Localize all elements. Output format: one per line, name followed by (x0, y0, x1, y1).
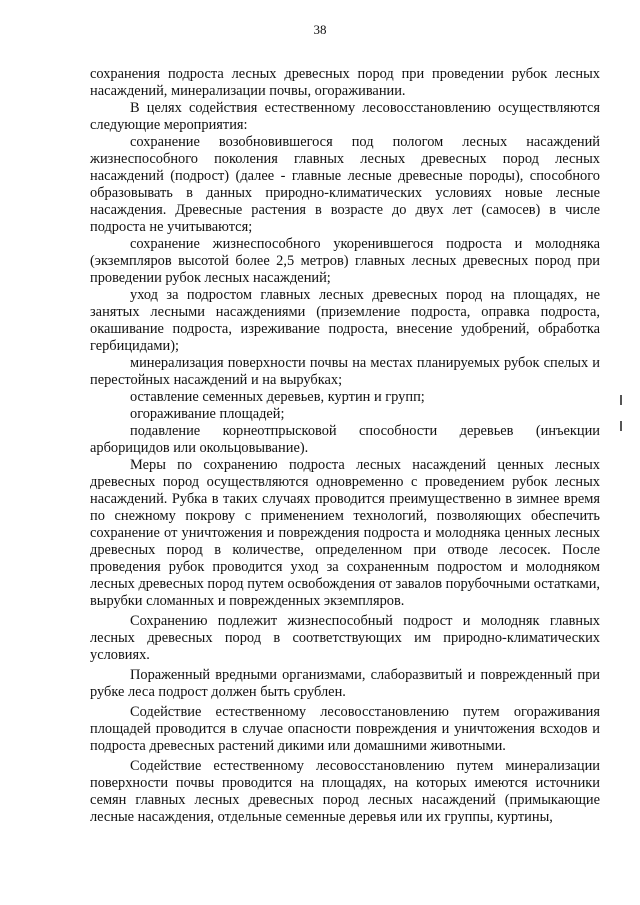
paragraph: сохранение жизнеспособного укоренившегося подроста и молодняка (экземпляров высотой более 2,5 метров) главных лесных древесных пород при проведении рубок лесных насаждений; (90, 236, 600, 286)
paragraph: минерализация поверхности почвы на местах планируемых рубок спелых и перестойных насаждений и на вырубках; (90, 355, 600, 388)
paragraph: подавление корнеотпрысковой способности деревьев (инъекции арборицидов или окольцовывание). (90, 423, 600, 456)
paragraph: уход за подростом главных лесных древесных пород на площадях, не занятых лесными насаждениями (приземление подроста, оправка подроста, окашивание подроста, изреживание подроста, внесение удобрений, обработка гербицидами); (90, 287, 600, 354)
paragraph: Содействие естественному лесовосстановлению путем огораживания площадей проводится в случае опасности повреждения и уничтожения всходов и подроста древесных растений дикими или домашними животными. (90, 704, 600, 754)
paragraph: В целях содействия естественному лесовосстановлению осуществляются следующие мероприятия: (90, 100, 600, 133)
paragraph: Меры по сохранению подроста лесных насаждений ценных лесных древесных пород осуществляются одновременно с проведением рубок лесных насаждений. Рубка в таких случаях проводится преимущественно в зимнее время по снежному покрову с применением технологий, позволяющих обеспечить сохранение от уничтожения и повреждения подроста и молодняка ценных лесных древесных пород в количестве, определенном при отводе лесосек. После проведения рубок проводится уход за сохраненным подростом и молодняком лесных древесных пород путем освобождения от завалов порубочными остатками, вырубки сломанных и поврежденных экземпляров. (90, 457, 600, 609)
scan-mark (620, 395, 622, 405)
paragraph: сохранения подроста лесных древесных пород при проведении рубок лесных насаждений, минерализации почвы, огораживании. (90, 66, 600, 99)
paragraph: сохранение возобновившегося под пологом лесных насаждений жизнеспособного поколения главных лесных древесных пород лесных насаждений (подрост) (далее - главные лесные древесные породы), способного образовывать в данных природно-климатических условиях новые лесные насаждения. Древесные растения в возрасте до двух лет (самосев) в числе подроста не учитываются; (90, 134, 600, 235)
scan-mark (620, 421, 622, 431)
paragraph: Пораженный вредными организмами, слаборазвитый и поврежденный при рубке леса подрост должен быть срублен. (90, 667, 600, 700)
paragraph: Содействие естественному лесовосстановлению путем минерализации поверхности почвы проводится на площадях, на которых имеются источники семян главных лесных древесных пород лесных насаждений (примыкающие лесные насаждения, отдельные семенные деревья или их группы, куртины, (90, 758, 600, 825)
paragraph: оставление семенных деревьев, куртин и групп; (130, 389, 425, 405)
paragraph: Сохранению подлежит жизнеспособный подрост и молодняк главных лесных древесных пород в соответствующих им природно-климатических условиях. (90, 613, 600, 663)
body-text (90, 66, 600, 826)
paragraph: огораживание площадей; (130, 406, 285, 422)
page-number: 38 (313, 22, 327, 37)
